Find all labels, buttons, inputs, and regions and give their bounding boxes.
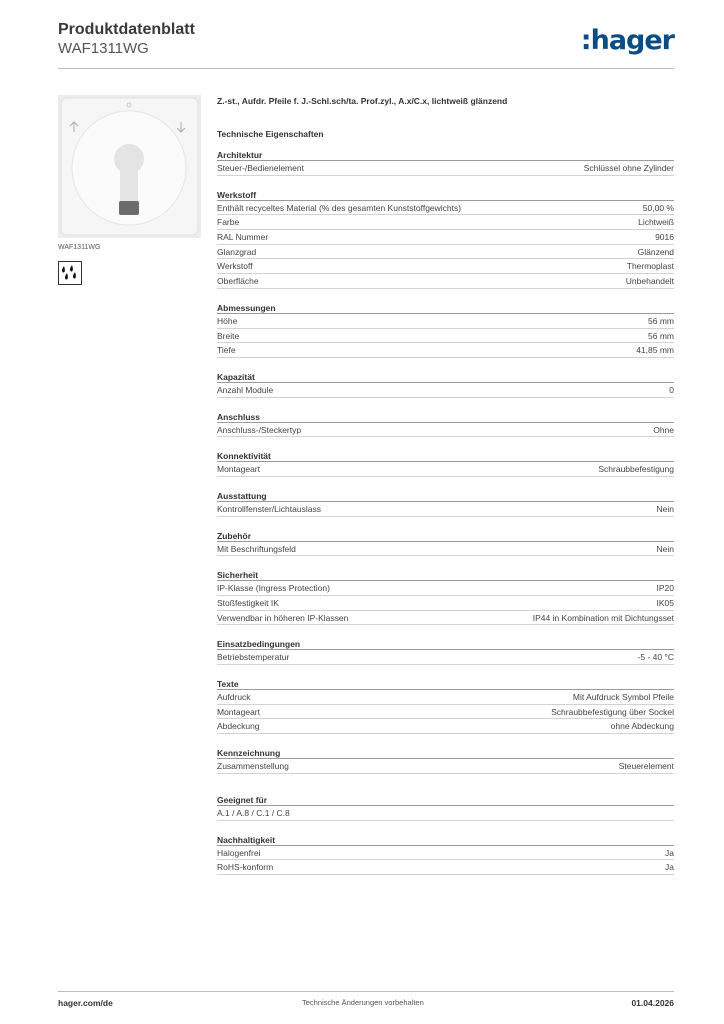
property-label: RAL Nummer xyxy=(217,232,269,243)
property-value: ohne Abdeckung xyxy=(610,721,674,732)
property-row xyxy=(217,860,674,875)
property-value: IP20 xyxy=(656,583,674,594)
property-label: Mit Beschriftungsfeld xyxy=(217,543,296,554)
hager-logo: :hager xyxy=(580,25,674,56)
property-section xyxy=(217,491,674,517)
property-label: Farbe xyxy=(217,217,240,228)
section-title: Zubehör xyxy=(217,531,674,542)
section-title: Texte xyxy=(217,679,674,690)
footer-divider xyxy=(58,991,674,992)
section-title: Geeignet für xyxy=(217,795,674,806)
property-label: RoHS-konform xyxy=(217,862,274,873)
property-row xyxy=(217,215,674,230)
property-label: Halogenfrei xyxy=(217,847,261,858)
section-title: Ausstattung xyxy=(217,491,674,502)
property-section xyxy=(217,412,674,438)
property-row xyxy=(217,581,674,596)
property-value: Ohne xyxy=(653,424,674,435)
technical-properties-heading: Technische Eigenschaften xyxy=(217,129,324,139)
property-section xyxy=(217,372,674,398)
property-row xyxy=(217,806,674,821)
property-value: Ja xyxy=(665,862,674,873)
property-value: Lichtweiß xyxy=(638,217,674,228)
section-title: Kennzeichnung xyxy=(217,748,674,759)
property-row xyxy=(217,650,674,665)
property-value: 0 xyxy=(669,384,674,395)
property-label: Stoßfestigkeit IK xyxy=(217,598,279,608)
property-row xyxy=(217,161,674,176)
property-value: Schlüssel ohne Zylinder xyxy=(583,163,674,173)
property-value: Unbehandelt xyxy=(625,276,674,287)
property-label: Höhe xyxy=(217,315,238,326)
property-value: Nein xyxy=(656,543,674,554)
property-value: 56 mm xyxy=(648,330,674,341)
property-row xyxy=(217,846,674,861)
property-value: Glänzend xyxy=(637,246,674,257)
property-label: Glanzgrad xyxy=(217,246,257,257)
property-row xyxy=(217,343,674,358)
property-value: Thermoplast xyxy=(626,261,674,272)
property-row xyxy=(217,423,674,438)
property-label: A.1 / A.8 / C.1 / C.8 xyxy=(217,807,290,818)
section-title: Anschluss xyxy=(217,412,674,423)
property-value: 9016 xyxy=(655,232,674,243)
property-section xyxy=(217,639,674,665)
property-label: Aufdruck xyxy=(217,692,251,703)
property-row xyxy=(217,230,674,245)
product-description: Z.-st., Aufdr. Pfeile f. J.-Schl.sch/ta. Prof.zyl., A.x/C.x, lichtweiß glänzend xyxy=(217,96,508,106)
property-value: IK05 xyxy=(656,598,674,608)
image-caption: WAF1311WG xyxy=(58,244,101,251)
property-label: Steuer-/Bedienelement xyxy=(217,163,304,173)
property-label: Anzahl Module xyxy=(217,384,274,395)
header-divider xyxy=(58,68,674,69)
property-section xyxy=(217,835,674,875)
property-section xyxy=(217,303,674,358)
footer-date: 01.04.2026 xyxy=(631,998,674,1008)
section-title: Sicherheit xyxy=(217,570,674,581)
property-label: Abdeckung xyxy=(217,721,260,732)
footer-website: hager.com/de xyxy=(58,998,113,1008)
property-label: Anschluss-/Steckertyp xyxy=(217,424,302,435)
property-value: 50,00 % xyxy=(642,202,674,213)
property-value: Steuerelement xyxy=(618,761,674,772)
property-label: Kontrollfenster/Lichtauslass xyxy=(217,503,321,514)
property-row xyxy=(217,719,674,734)
property-row xyxy=(217,245,674,260)
property-row xyxy=(217,690,674,705)
section-title: Abmessungen xyxy=(217,303,674,314)
property-value: -5 - 40 °C xyxy=(637,652,674,663)
footer-note: Technische Änderungen vorbehalten xyxy=(302,998,424,1007)
property-label: IP-Klasse (Ingress Protection) xyxy=(217,583,330,594)
property-label: Montageart xyxy=(217,464,260,475)
section-title: Einsatzbedingungen xyxy=(217,639,674,650)
property-row xyxy=(217,611,674,626)
property-row xyxy=(217,201,674,216)
property-value: IP44 in Kombination mit Dichtungsset xyxy=(532,612,674,623)
property-row xyxy=(217,759,674,774)
property-row xyxy=(217,596,674,611)
property-label: Breite xyxy=(217,330,240,341)
page-header xyxy=(58,20,674,68)
property-value: Schraubbefestigung xyxy=(598,464,674,475)
property-section xyxy=(217,150,674,176)
property-row xyxy=(217,462,674,477)
property-label: Montageart xyxy=(217,706,260,717)
datasheet-content xyxy=(217,96,674,875)
property-row xyxy=(217,314,674,329)
property-row xyxy=(217,274,674,289)
water-drops-icon xyxy=(58,261,82,285)
property-label: Werkstoff xyxy=(217,261,253,272)
property-label: Tiefe xyxy=(217,345,236,356)
property-value: Schraubbefestigung über Sockel xyxy=(551,706,674,717)
property-label: Betriebstemperatur xyxy=(217,652,290,663)
property-section xyxy=(217,795,674,821)
property-value: Mit Aufdruck Symbol Pfeile xyxy=(572,692,674,703)
property-value: 56 mm xyxy=(648,315,674,326)
product-code-heading: WAF1311WG xyxy=(58,40,149,57)
section-title: Architektur xyxy=(217,150,674,161)
property-section xyxy=(217,531,674,557)
property-label: Enthält recyceltes Material (% des gesamten Kunststoffgewichts) xyxy=(217,202,462,213)
section-title: Werkstoff xyxy=(217,190,674,201)
section-title: Konnektivität xyxy=(217,451,674,462)
property-row xyxy=(217,542,674,557)
property-section xyxy=(217,451,674,477)
property-section xyxy=(217,570,674,625)
property-row xyxy=(217,259,674,274)
property-section xyxy=(217,679,674,734)
property-section xyxy=(217,190,674,289)
property-label: Oberfläche xyxy=(217,276,259,287)
property-sections xyxy=(217,150,674,875)
property-section xyxy=(217,748,674,774)
section-title: Kapazität xyxy=(217,372,674,383)
property-value: 41,85 mm xyxy=(636,345,674,356)
property-value: Ja xyxy=(665,847,674,858)
property-row xyxy=(217,329,674,344)
document-title: Produktdatenblatt xyxy=(58,21,195,38)
product-image xyxy=(58,95,201,238)
property-row xyxy=(217,705,674,720)
property-label: Zusammenstellung xyxy=(217,761,289,772)
key-switch-cover-icon xyxy=(58,95,201,238)
property-label: Verwendbar in höheren IP-Klassen xyxy=(217,612,349,623)
property-row xyxy=(217,502,674,517)
property-row xyxy=(217,383,674,398)
section-title: Nachhaltigkeit xyxy=(217,835,674,846)
property-value: Nein xyxy=(656,503,674,514)
